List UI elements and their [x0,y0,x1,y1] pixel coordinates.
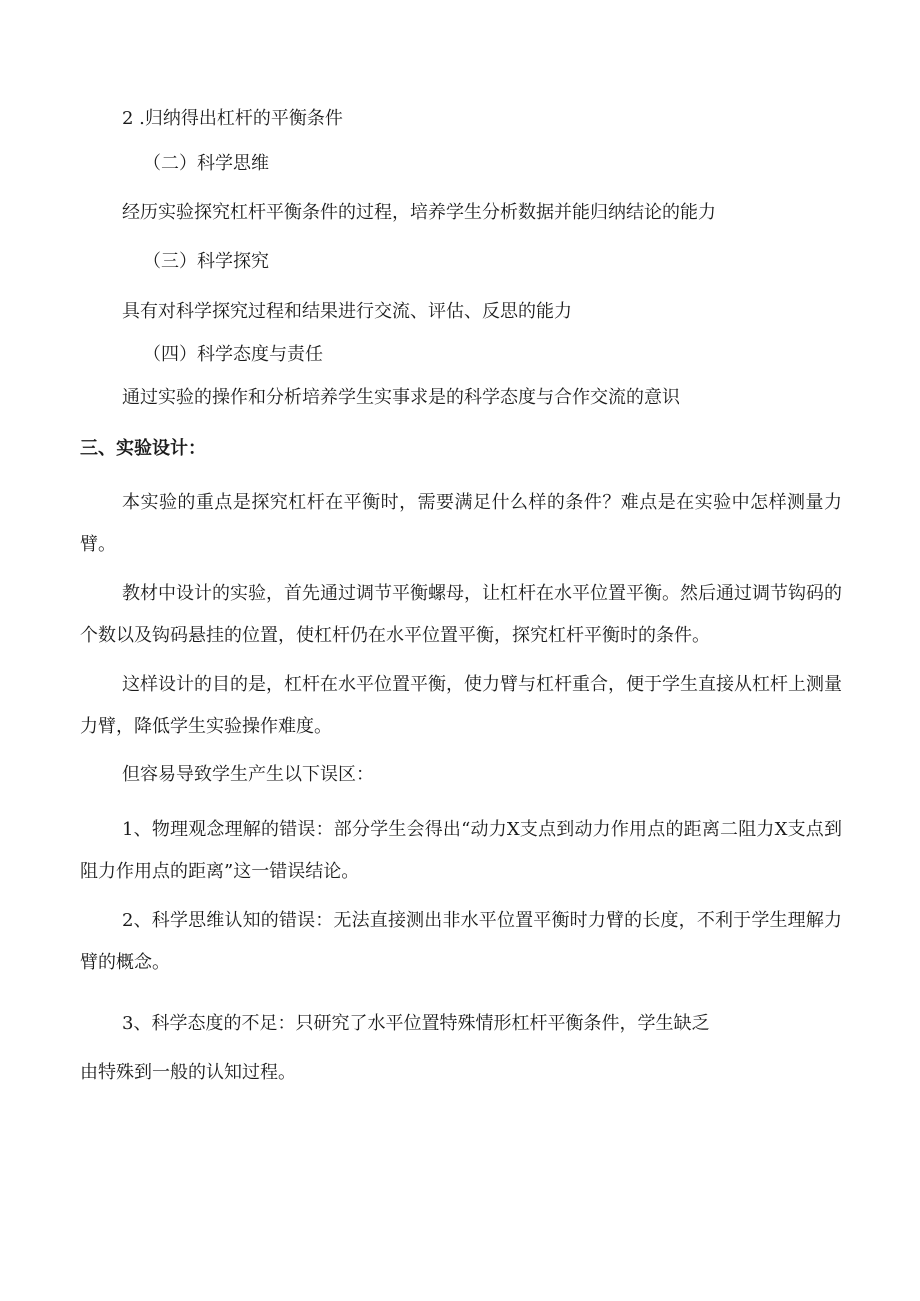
objective-item-2: 2 .归纳得出杠杆的平衡条件 [122,108,343,129]
design-paragraph-6: 2、科学思维认知的错误：无法直接测出非水平位置平衡时力臂的长度，不利于学生理解力臂的概念。 [80,910,842,973]
design-paragraph-5: 1、物理观念理解的错误：部分学生会得出“动力X支点到动力作用点的距离二阻力X支点到阻力作用点的距离”这一错误结论。 [80,819,842,882]
design-paragraph-3: 这样设计的目的是，杠杆在水平位置平衡，使力臂与杠杆重合，便于学生直接从杠杆上测量力臂，降低学生实验操作难度。 [80,674,842,737]
scientific-inquiry-heading: （三）科学探究 [143,251,269,272]
scientific-attitude-text: 通过实验的操作和分析培养学生实事求是的科学态度与合作交流的意识 [122,387,680,408]
scientific-inquiry-text: 具有对科学探究过程和结果进行交流、评估、反思的能力 [122,301,572,322]
design-paragraph-4: 但容易导致学生产生以下误区： [122,764,374,785]
scientific-thinking-text: 经历实验探究杠杆平衡条件的过程，培养学生分析数据并能归纳结论的能力 [122,202,716,223]
scientific-thinking-heading: （二）科学思维 [143,153,269,174]
design-paragraph-1: 本实验的重点是探究杠杆在平衡时，需要满足什么样的条件？难点是在实验中怎样测量力臂。 [80,492,842,555]
design-paragraph-7-line-2: 由特殊到一般的认知过程。 [80,1062,296,1083]
design-paragraph-2: 教材中设计的实验，首先通过调节平衡螺母，让杠杆在水平位置平衡。然后通过调节钩码的个数以及钩码悬挂的位置，使杠杆仍在水平位置平衡，探究杠杆平衡时的条件。 [80,583,842,646]
scientific-attitude-heading: （四）科学态度与责任 [143,344,323,365]
design-paragraph-7-line-1: 3、科学态度的不足：只研究了水平位置特殊情形杠杆平衡条件，学生缺乏 [122,1013,710,1034]
section-heading-experiment-design: 三、实验设计： [80,438,206,459]
